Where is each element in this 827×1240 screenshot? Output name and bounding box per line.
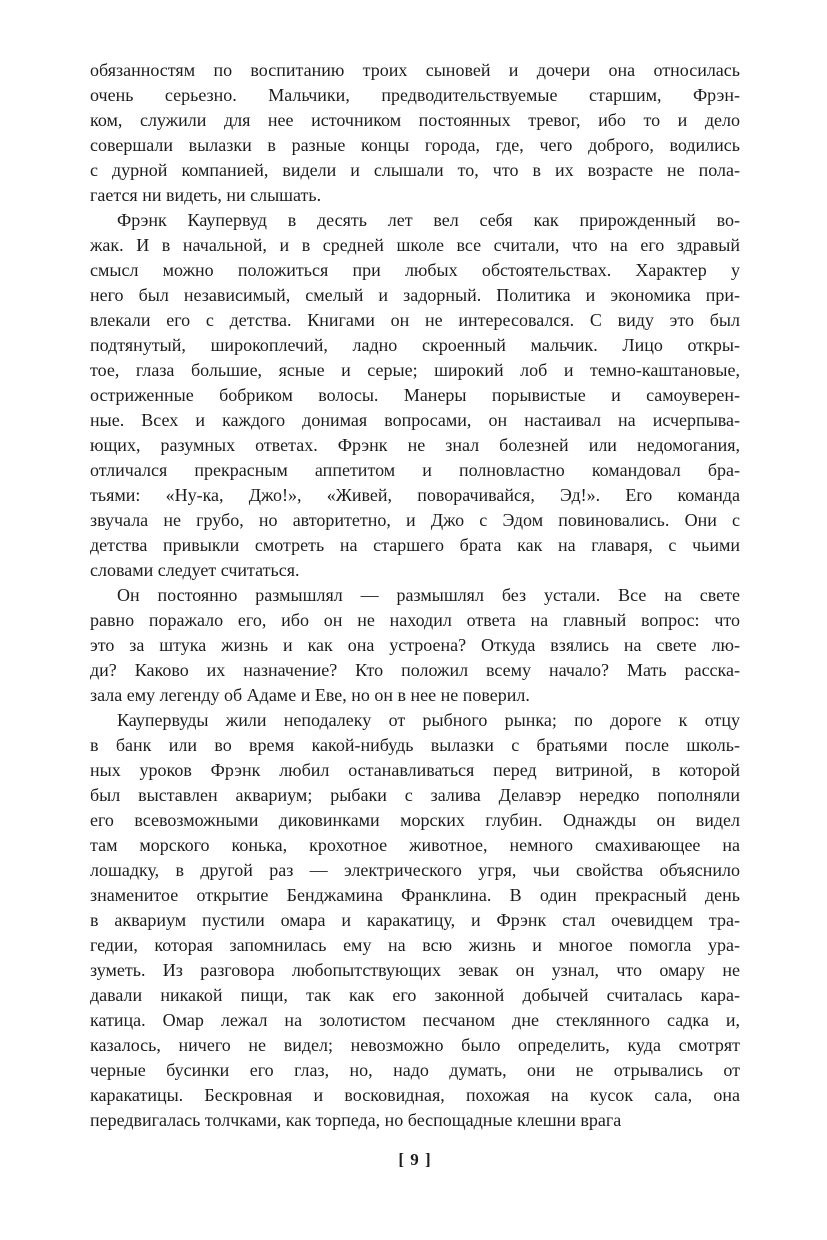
text-line: ком, служили для нее источником постоянных тревог, ибо то и дело	[90, 110, 740, 130]
text-line: тьями: «Ну-ка, Джо!», «Живей, поворачивайся, Эд!». Его команда	[90, 485, 740, 505]
text-line: него был независимый, смелый и задорный. Политика и экономика при-	[90, 285, 740, 305]
text-line: в аквариум пустили омара и каракатицу, и Фрэнк стал очевидцем тра-	[90, 910, 740, 930]
paragraph	[90, 208, 740, 583]
text-line: ющих, разумных ответах. Фрэнк не знал болезней или недомогания,	[90, 435, 740, 455]
text-line: в банк или во время какой-нибудь вылазки с братьями после школь-	[90, 735, 740, 755]
text-line: черные бусинки его глаз, но, надо думать, они не отрывались от	[90, 1060, 740, 1080]
text-line: ных уроков Фрэнк любил останавливаться перед витриной, в которой	[90, 760, 740, 780]
text-line: ди? Каково их назначение? Кто положил всему начало? Мать расска-	[90, 660, 740, 680]
text-line: с дурной компанией, видели и слышали то, что в их возрасте не пола-	[90, 160, 740, 180]
paragraph	[90, 58, 740, 208]
text-line: зала ему легенду об Адаме и Еве, но он в нее не поверил.	[90, 685, 530, 705]
page-number: [ 9 ]	[398, 1150, 432, 1169]
text-line: был выставлен аквариум; рыбаки с залива Делавэр нередко пополняли	[90, 785, 740, 805]
text-line: равно поражало его, ибо он не находил ответа на главный вопрос: что	[90, 610, 740, 630]
text-line: гается ни видеть, ни слышать.	[90, 185, 322, 205]
text-line: совершали вылазки в разные концы города, где, чего доброго, водились	[90, 135, 740, 155]
text-line: детства привыкли смотреть на старшего брата как на главаря, с чьими	[90, 535, 740, 555]
text-line: остриженные бобриком волосы. Манеры порывистые и самоуверен-	[90, 385, 740, 405]
text-line: катица. Омар лежал на золотистом песчаном дне стеклянного садка и,	[90, 1010, 740, 1030]
text-line: звучала не грубо, но авторитетно, и Джо с Эдом повиновались. Они с	[90, 510, 740, 530]
text-line: казалось, ничего не видел; невозможно было определить, куда смотрят	[90, 1035, 740, 1055]
text-line: жак. И в начальной, и в средней школе все считали, что на его здравый	[90, 235, 740, 255]
text-line: смысл можно положиться при любых обстоятельствах. Характер у	[90, 260, 740, 280]
text-line: Каупервуды жили неподалеку от рыбного рынка; по дороге к отцу	[117, 710, 740, 730]
text-line: зуметь. Из разговора любопытствующих зевак он узнал, что омару не	[90, 960, 740, 980]
text-line: давали никакой пищи, так как его законной добычей считалась кара-	[90, 985, 740, 1005]
text-line: Он постоянно размышлял — размышлял без устали. Все на свете	[117, 585, 740, 605]
text-line: влекали его с детства. Книгами он не интересовался. С виду это был	[90, 310, 740, 330]
text-line: очень серьезно. Мальчики, предводительствуемые старшим, Фрэн-	[90, 85, 740, 105]
text-line: подтянутый, широкоплечий, ладно скроенный мальчик. Лицо откры-	[90, 335, 740, 355]
text-line: ные. Всех и каждого донимая вопросами, он настаивал на исчерпыва-	[90, 410, 740, 430]
text-line: каракатицы. Бескровная и восковидная, похожая на кусок сала, она	[90, 1085, 740, 1105]
paragraph	[90, 583, 740, 708]
text-line: лошадку, в другой раз — электрического угря, чьи свойства объяснило	[90, 860, 740, 880]
text-line: словами следует считаться.	[90, 560, 300, 580]
paragraph	[90, 708, 740, 1133]
text-line: знаменитое открытие Бенджамина Франклина. В один прекрасный день	[90, 885, 740, 905]
text-column	[90, 58, 740, 1133]
text-line: там морского конька, крохотное животное, немного смахивающее на	[90, 835, 740, 855]
text-line: его всевозможными диковинками морских глубин. Однажды он видел	[90, 810, 740, 830]
text-line: отличался прекрасным аппетитом и полновластно командовал бра-	[90, 460, 740, 480]
text-line: гедии, которая запомнилась ему на всю жизнь и многое помогла ура-	[90, 935, 740, 955]
text-line: обязанностям по воспитанию троих сыновей и дочери она относилась	[90, 60, 740, 80]
text-line: передвигалась толчками, как торпеда, но беспощадные клешни врага	[90, 1110, 622, 1130]
text-line: Фрэнк Каупервуд в десять лет вел себя как прирожденный во-	[117, 210, 740, 230]
page-footer	[90, 1150, 740, 1170]
text-line: тое, глаза большие, ясные и серые; широкий лоб и темно-каштановые,	[90, 360, 740, 380]
text-line: это за штука жизнь и как она устроена? Откуда взялись на свете лю-	[90, 635, 740, 655]
